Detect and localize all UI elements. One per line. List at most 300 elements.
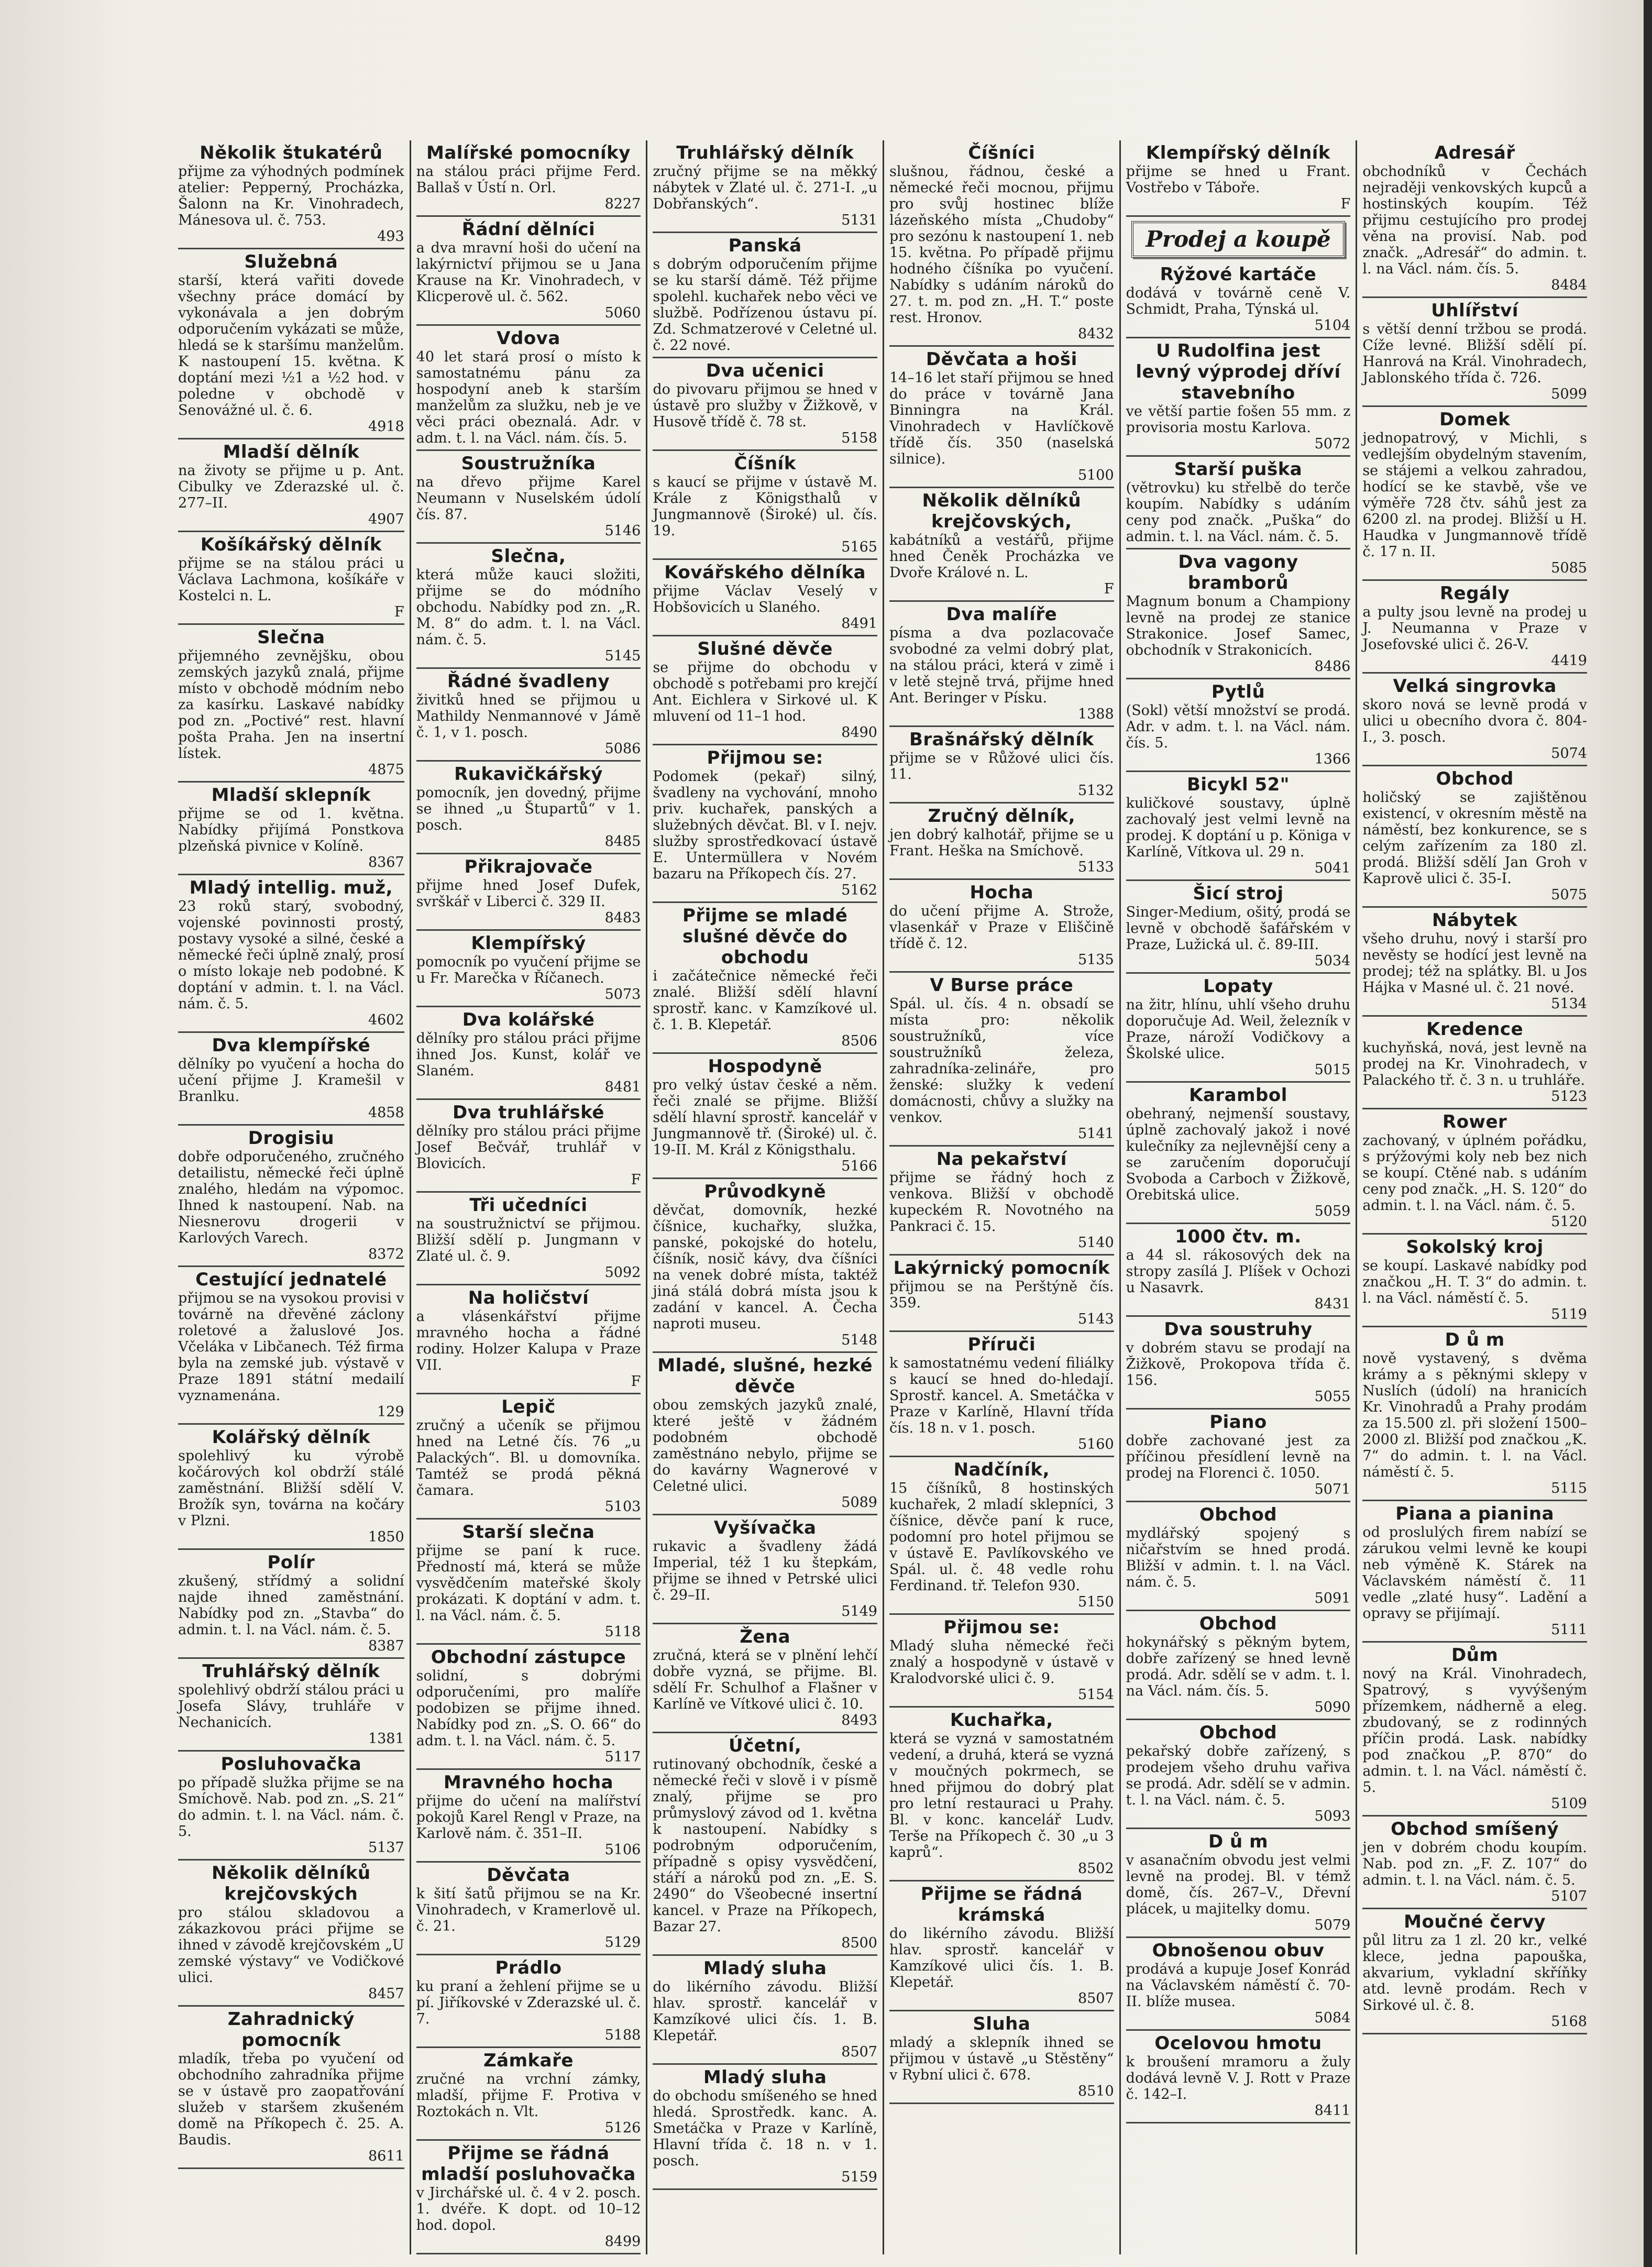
ad-title: Klempířský (471, 933, 586, 954)
ad-text: 15 číšníků, 8 hostinských kuchařek, 2 mladí sklepníci, 3 číšnice, děvče paní k ruce, podomní pro hotel přijmou se v ústavě E. Pavlíkovského ve Spál. ul. č. 48 vedle rohu Ferdinand. tř. Telefon 930. (889, 1480, 1114, 1594)
ad-number: 5104 (1314, 317, 1351, 334)
ad-title: Zručný dělník, (928, 806, 1076, 827)
ad-number: 5099 (1551, 386, 1587, 402)
classified-ad (1126, 338, 1351, 457)
classified-ad (416, 1863, 641, 1955)
ad-title: D ů m (1445, 1329, 1505, 1350)
ad-number: 5111 (1551, 1622, 1587, 1638)
ad-number: 8490 (841, 724, 877, 741)
ad-number: 5055 (1314, 1389, 1351, 1405)
ad-text: dodává v továrně ceně V. Schmidt, Praha, Týnská ul. (1126, 285, 1351, 317)
ad-number: 5150 (1077, 1594, 1114, 1610)
ad-text: starší, která vařiti dovede všechny práce domácí by vykonávala a jen dobrým odporučením vykázati se může, hledá se k staršímu manželům. K nastoupení 15. května. K doptání mezi ½1 a ½2 hod. v poledne v obchodě v Senovážné ul. č. 6. (178, 272, 404, 419)
ad-text: (Sokl) větší množství se prodá. Adr. v adm. t. l. na Václ. nám. čís. 5. (1126, 702, 1351, 751)
ad-title: Číšníci (968, 142, 1036, 163)
classified-ad (178, 1550, 404, 1659)
ad-title: Nábytek (1431, 910, 1518, 931)
classified-ad (178, 1659, 404, 1752)
classified-ad (653, 451, 877, 560)
ad-number: F (1104, 581, 1114, 597)
ad-number: 5126 (604, 2120, 641, 2136)
ad-text: prodává a kupuje Josef Konrád na Václavském náměstí č. 70-II. blíže musea. (1126, 1961, 1351, 2010)
ad-text: do likérního závodu. Bližší hlav. sprostř. kancelář v Kamzíkové ulici čís. 1. B. Klepetář. (889, 1925, 1114, 1990)
ad-title: Obchod smíšený (1391, 1819, 1559, 1840)
ad-title: Vdova (497, 328, 560, 349)
ad-text: zručný přijme se na měkký nábytek v Zlaté ul. č. 271-I. „u Dobřanských“. (653, 163, 877, 212)
ad-text: a 44 sl. rákosových dek na stropy zasílá J. Plíšek v Ochozi u Nasavrk. (1126, 1247, 1351, 1296)
ad-text: ve větší partie fošen 55 mm. z provisoria mostu Karlova. (1126, 403, 1351, 436)
classified-ad (416, 1394, 641, 1520)
ad-title: Číšník (734, 453, 796, 474)
ad-number: 8387 (368, 1638, 404, 1654)
classified-ad (1362, 1235, 1587, 1327)
ad-title: Přijmou se: (707, 747, 823, 768)
ad-number: 8411 (1314, 2103, 1351, 2119)
ad-number: 5109 (1551, 1796, 1587, 1812)
ad-text: pro velký ústav české a něm. řeči znalé se přijme. Bližší sdělí hlavní sprostř. kancelář v Jungmannově tř. (Široké) ul. č. 19-II. M. Král z Königsthalu. (653, 1077, 877, 1158)
classified-ad (178, 140, 404, 249)
ad-text: holičský se zajištěnou existencí, v okresním městě na náměstí, bez konkurence, se s celým zařízením za 180 zl. prodá. Bližší sdělí Jan Groh v Kaprově ulici č. 35-I. (1362, 789, 1587, 887)
ad-text: se přijme do obchodu v obchodě s potřebami pro krejčí Ant. Eichlera v Sirkové ul. K mluvení od 11–1 hod. (653, 659, 877, 724)
ad-title: Děvčata a hoši (926, 349, 1077, 370)
ad-text: se koupí. Laskavé nabídky pod značkou „H. T. 3“ do admin. t. l. na Václ. náměstí č. 5. (1362, 1258, 1587, 1306)
ad-number: 5134 (1551, 996, 1587, 1012)
ad-title: Starší slečna (462, 1522, 595, 1543)
ad-number: 5143 (1077, 1311, 1114, 1327)
ad-text: dělníky pro stálou práci přijme ihned Jos. Kunst, kolář ve Slaném. (416, 1030, 641, 1079)
ad-text: přijme se paní k ruce. Předností má, která se může vysvědčením mateřské školy prokázati. K doptání v adm. t. l. na Václ. nám. č. 5. (416, 1543, 641, 1624)
ad-text: rutinovaný obchodník, české a německé řeči v slově i v písmě znalý, přijme se pro průmyslový závod od 1. května k nastoupení. Nabídky s podrobným odporučením, případně s opisy vysvědčení, stáří a nároků pod zn. „E. S. 2490“ do Všeobecné insertní kancel. v Praze na Příkopech, Bazar 27. (653, 1756, 877, 1935)
ad-text: rukavic a švadleny žádá Imperial, též 1 ku štepkám, přijme se ihned v Petrské ulici č. 29–II. (653, 1538, 877, 1603)
ad-number: 4918 (368, 419, 404, 435)
ad-title: Dům (1451, 1645, 1499, 1666)
ad-title: Obchod (1199, 1504, 1277, 1525)
ad-number: 1381 (368, 1731, 404, 1747)
classified-ad (653, 1353, 877, 1515)
ad-number: 8502 (1077, 1861, 1114, 1877)
ad-text: k samostatnému vedení filiálky s kaucí se hned do-hledají. Sprostř. kancel. A. Smetáčka v Praze v Karlíně, Hlavní třída čís. 18 n. v 1. posch. (889, 1355, 1114, 1436)
ad-text: obou zemských jazyků znalé, které ještě v žádném podobném obchodě zaměstnáno nebylo, přijme se do kavárny Wagnerové v Celetné ulici. (653, 1397, 877, 1494)
ad-text: obchodníků v Čechách nejraději venkovských kupců a hostinských koupím. Též přijmu cestujícího pro prodej věna na provisí. Nab. pod značk. „Adresář“ do admin. t. l. na Václ. nám. čís. 5. (1362, 163, 1587, 277)
ad-title: Karambol (1189, 1085, 1287, 1106)
ad-text: do likérního závodu. Bližší hlav. sprostř. kancelář v Kamzíkové ulici čís. 1. B. Klepetář. (653, 1979, 877, 2044)
classified-ad (1362, 1017, 1587, 1109)
classified-ad (416, 544, 641, 669)
ad-text: obehraný, nejmenší soustavy, úplně zachovalý jakož i nové kulečníky za nejlevnější ceny a se zaručením doporučují Svoboda a Carboch v Žižkově, Orebitská ulice. (1126, 1106, 1351, 1203)
ad-text: k broušení mramoru a žuly dodává levně V. J. Rott v Praze č. 142–I. (1126, 2054, 1351, 2103)
ad-text: zručné na vrchní zámky, mladší, přijme F. Protiva v Roztokách n. Vlt. (416, 2071, 641, 2120)
ad-text: mladík, třeba po vyučení od obchodního zahradníka přijme se v ústavě pro zaopatřování služeb v staršem zkušeném domě na Příkopech č. 25. A. Baudis. (178, 2051, 404, 2148)
ad-text: mladý a sklepník ihned se přijmou v ústavě „u Stěstěny“ v Rybní ulici č. 678. (889, 2034, 1114, 2083)
ad-text: v Jirchářské ul. č. 4 v 2. posch. 1. dvéře. K dopt. od 10–12 hod. dopol. (416, 2185, 641, 2233)
ad-title: Regály (1439, 583, 1510, 604)
ad-title: Kovářského dělníka (664, 562, 866, 583)
classified-ad (1362, 1643, 1587, 1817)
ad-number: 8510 (1077, 2083, 1114, 2099)
ad-title: Piana a pianina (1395, 1503, 1555, 1524)
ad-number: 493 (377, 228, 404, 245)
ad-title: Sokolský kroj (1406, 1237, 1544, 1258)
ad-number: 1366 (1314, 751, 1351, 767)
ad-number: 4602 (368, 1012, 404, 1028)
column-4 (883, 140, 1119, 2254)
classified-ad (178, 2007, 404, 2169)
ad-number: 5131 (841, 212, 877, 228)
classified-ad (889, 1708, 1114, 1881)
classified-ad (1362, 581, 1587, 674)
ad-text: 14–16 let staří přijmou se hned do práce v továrně Jana Binningra na Král. Vinohradech v Havlíčkově třídě čís. 350 (naselská silnice). (889, 370, 1114, 467)
ad-text: na soustružnictví se přijmou. Bližší sdělí p. Jungmann v Zlaté ul. č. 9. (416, 1216, 641, 1264)
ad-text: Spál. ul. čís. 4 n. obsadí se místa pro: několik soustružníků, více soustružníků železa, zahradníka-zelináře, pro ženské: služky k vedení domácnosti, chůvy a služky na venkov. (889, 996, 1114, 1126)
ad-text: jednopatrový, v Michli, s vedlejším obydelným stavením, se stájemi a velkou zahradou, hodící se ke stavbě, vše ve výměře 728 čtv. sáhů jest za 6200 zl. na prodej. Bližší u H. Haudka v Jungmannově třídě č. 17 n. II. (1362, 430, 1587, 560)
ad-text: v asanačním obvodu jest velmi levně na prodej. Bl. v témž domě, čís. 267–V., Dřevní plácek, u majitelky domu. (1126, 1852, 1351, 1917)
classified-ad (889, 1615, 1114, 1708)
ad-title: Hospodyně (708, 1056, 822, 1077)
ad-number: 4875 (368, 762, 404, 778)
classified-ad (1126, 1224, 1351, 1317)
ad-title: Přijme se mladé slušné děvče do obchodu (682, 905, 848, 968)
ad-title: Řádné švadleny (447, 671, 610, 692)
ad-text: (větrovku) ku střelbě do terče koupím. Nabídky s udáním ceny pod značk. „Puška“ do admin. t. l. na Václ. nám. č. 5. (1126, 480, 1351, 545)
ad-title: V Burse práce (930, 975, 1074, 996)
ad-text: přijme Václav Veselý v Hobšovicích u Slaného. (653, 583, 877, 615)
ad-text: spolehlivý ku výrobě kočárových kol obdrží stálé zaměstnání. Bližší sdělí V. Brožík syn, továrna na kočáry v Plzni. (178, 1448, 404, 1529)
ad-number: 5168 (1551, 2013, 1587, 2030)
ad-text: zachovaný, v úplném pořádku, s prýžovými koly neb bez nich se koupí. Ctěné nab. s udáním ceny pod značk. „H. S. 120“ do admin. t. l. na Václ. nám. č. 5. (1362, 1132, 1587, 1214)
ad-number: 5093 (1314, 1808, 1351, 1824)
ad-text: pekařský dobře zařízený, s prodejem všeho druhu vařiva se prodá. Adr. sdělí se v admin. t. l. na Václ. nám. č. 5. (1126, 1743, 1351, 1808)
ad-text: Singer-Medium, ošitý, prodá se levně v obchodě šafářském v Praze, Lužická ul. č. 89-III. (1126, 904, 1351, 953)
ad-title: Kuchařka, (950, 1710, 1053, 1731)
classified-ad (653, 636, 877, 745)
ad-number: 5034 (1314, 953, 1351, 969)
ad-title: Dva klempířské (212, 1035, 371, 1056)
ad-title: Dva vagony bramborů (1178, 552, 1298, 593)
ad-title: Polír (267, 1552, 315, 1573)
ad-title: Brašnářský dělník (909, 729, 1094, 750)
ad-text: jen v dobrém chodu koupím. Nab. pod zn. „F. Z. 107“ do admin. t. l. na Václ. nám. č. 5. (1362, 1840, 1587, 1888)
classified-ad (1362, 1327, 1587, 1501)
classified-ad (1126, 457, 1351, 549)
ad-title: Řádní dělníci (461, 219, 596, 240)
ad-text: 23 roků starý, svobodný, vojenské povinnosti prostý, postavy vysoké a silné, české a německé řeči úplně znalý, prosí o místo lokaje neb podobné. K doptání v admin. t. l. na Václ. nám. č. 5. (178, 898, 404, 1012)
classified-ad (653, 745, 877, 903)
classified-ad (416, 2141, 641, 2254)
classified-ad (416, 140, 641, 217)
ad-number: 5092 (604, 1264, 641, 1281)
ad-title: Rukavičkářský (454, 764, 603, 785)
ad-text: na životy se přijme u p. Ant. Cibulky ve Zderazské ul. č. 277–II. (178, 463, 404, 511)
classified-ad (416, 1955, 641, 2048)
ad-number: 5072 (1314, 436, 1351, 452)
ad-number: 5015 (1314, 1062, 1351, 1078)
ad-title: Příruči (967, 1334, 1036, 1355)
ad-number: 5166 (841, 1158, 877, 1174)
ad-text: zručný a učeník se přijmou hned na Letné čís. 76 „u Palackých“. Bl. u domovníka. Tamtéž se prodá pěkná čamara. (416, 1417, 641, 1499)
ad-text: slušnou, řádnou, české a německé řeči mocnou, přijmu pro svůj hostinec blíže lázeňského místa „Chudoby“ pro sezónu k nastoupení 1. neb 15. května. Po případě přijmu hodného číšníka po vyučení. Nabídky s udáním nároků do 27. t. m. pod zn. „H. T.“ poste rest. Hronov. (889, 163, 1114, 326)
ad-number: 5133 (1077, 859, 1114, 875)
ad-title: Dva učenici (706, 360, 824, 381)
ad-title: 1000 čtv. m. (1175, 1226, 1302, 1247)
ad-text: přijme se od 1. května. Nabídky přijímá Ponstkova plzeňská pivnice v Kolíně. (178, 806, 404, 854)
ad-text: zručná, která se v plnění lehčí dobře vyzná, se přijme. Bl. sdělí Fr. Schulhof a Flašner v Karlíně ve Vítkové ulici č. 10. (653, 1647, 877, 1712)
ad-number: 8491 (841, 615, 877, 632)
ad-text: kuličkové soustavy, úplně zachovalý jest velmi levně na prodej. K doptání u p. Königa v Karlíně, Vítkova ul. 29 n. (1126, 795, 1351, 860)
classified-ad (1362, 1501, 1587, 1643)
classified-ad (653, 1179, 877, 1353)
column-6 (1356, 140, 1592, 2254)
ad-title: Moučné červy (1404, 1911, 1546, 1932)
ad-title: Panská (728, 235, 802, 256)
ad-number: 5059 (1314, 1203, 1351, 1219)
ad-number: 5060 (604, 305, 641, 321)
ad-number: 1388 (1077, 706, 1114, 722)
ad-title: Mladé, slušné, hezké děvče (657, 1355, 873, 1397)
classified-ad (416, 1007, 641, 1100)
classified-ad (416, 451, 641, 544)
ad-title: Malířské pomocníky (426, 142, 631, 163)
classified-ad (1126, 1083, 1351, 1224)
ad-title: Několik dělníků krejčovských (212, 1863, 371, 1905)
ad-text: přijme hned Josef Dufek, svrškář v Liberci č. 329 II. (416, 877, 641, 910)
ad-number: 5085 (1551, 560, 1587, 576)
ad-title: Mravného hocha (443, 1772, 614, 1793)
ad-title: Přijme se řádná krámská (920, 1884, 1083, 1925)
classified-ad (1362, 140, 1587, 298)
ad-number: F (631, 1373, 641, 1390)
ad-title: Průvodkyně (704, 1181, 827, 1202)
classified-ad (1126, 1502, 1351, 1611)
ad-title: Posluhovačka (221, 1754, 362, 1775)
classified-ad (416, 854, 641, 931)
classified-ad (889, 973, 1114, 1147)
ad-title: Účetní, (728, 1735, 802, 1756)
classified-ad (1362, 298, 1587, 407)
ad-title: Lakýrnický pomocník (893, 1258, 1110, 1279)
ad-title: Mladý intellig. muž, (189, 877, 393, 898)
ad-title: Cestující jednatelé (195, 1269, 387, 1290)
ad-text: přijemného zevnějšku, obou zemských jazyků znalá, přijme místo v obchodě módním nebo za kasírku. Laskavé nabídky pod zn. „Poctivé“ rest. hlavní pošta Praha. Jen na insertní lístek. (178, 648, 404, 762)
ad-title: Šicí stroj (1193, 883, 1284, 904)
ad-number: 5159 (841, 2169, 877, 2185)
classified-ad (889, 727, 1114, 804)
ad-number: 8507 (1077, 1990, 1114, 2007)
ad-text: nový na Král. Vinohradech, Spatrový, s vyvýšeným přízemkem, nádherně a eleg. zbudovaný, se z rodinných příčin prodá. Lask. nabídky pod značkou „P. 870“ do admin. t. l. na Václ. náměstí č. 5. (1362, 1666, 1587, 1796)
ad-text: Podomek (pekař) silný, švadleny na vychování, mnoho priv. kuchařek, panských a služebných děvčat. Bl. v I. nejv. služby sprostředkovací ústavě E. Untermüllera v Novém bazaru na Příkopech čís. 27. (653, 768, 877, 882)
classified-ad (1126, 1938, 1351, 2031)
ad-number: 5129 (604, 1934, 641, 1951)
ad-title: Rower (1442, 1112, 1507, 1132)
ad-title: Velká singrovka (1393, 676, 1557, 697)
classified-ad (416, 931, 641, 1007)
classified-ad (653, 903, 877, 1054)
ad-number: 8506 (841, 1033, 877, 1049)
ad-text: jen dobrý kalhotář, přijme se u Frant. Heška na Smíchově. (889, 827, 1114, 859)
ad-text: s větší denní tržbou se prodá. Cíže levné. Bližší sdělí pí. Hanrová na Král. Vinohradech, Jablonského třída č. 726. (1362, 321, 1587, 386)
classified-ad (889, 1332, 1114, 1457)
ad-text: půl litru za 1 zl. 20 kr., velké klece, jedna papouška, akvarium, vykladní skříňky atd. levně prodám. Rech v Sirkové ul. č. 8. (1362, 1932, 1587, 2013)
ad-number: 5141 (1077, 1126, 1114, 1142)
ad-text: dělníky pro stálou práci přijme Josef Bečvář, truhlář v Blovicích. (416, 1123, 641, 1172)
ad-number: 5089 (841, 1494, 877, 1511)
classified-ad (889, 1147, 1114, 1256)
ad-text: všeho druhu, nový i starší pro nevěsty se hodící jest levně na prodej; též na splátky. Bl. u Jos Hájka v Masné ul. č. 21 nové. (1362, 931, 1587, 996)
ad-title: Obchod (1199, 1613, 1277, 1634)
ad-number: 8500 (841, 1935, 877, 1951)
ad-title: Obchod (1436, 768, 1514, 789)
ad-number: 5074 (1551, 745, 1587, 762)
classified-ad (178, 1033, 404, 1126)
ad-number: 8432 (1077, 326, 1114, 342)
ad-text: přijme do učení na malířství pokojů Karel Rengl v Praze, na Karlově nám. č. 351–II. (416, 1793, 641, 1842)
ad-number: 5086 (604, 741, 641, 757)
ad-number: 1850 (368, 1529, 404, 1545)
classified-ad (1126, 881, 1351, 974)
ad-title: Mladý sluha (703, 2067, 827, 2088)
classified-ad (889, 488, 1114, 602)
ad-number: 5091 (1314, 1590, 1351, 1606)
ad-text: na dřevo přijme Karel Neumann v Nuselském údolí čís. 87. (416, 474, 641, 523)
ad-title: Truhlářský dělník (676, 142, 854, 163)
classified-ad (416, 1100, 641, 1193)
ad-title: Dva malíře (946, 604, 1058, 625)
ad-text: skoro nová se levně prodá v ulici u obecního dvora č. 804-I., 3. posch. (1362, 697, 1587, 745)
ad-text: s dobrým odporučením přijme se ku starší dámě. Též přijme spolehl. kuchařek nebo věci ve službě. Podřízenou ústavu pí. Zd. Schmatzerové v Celetné ul. č. 22 nové. (653, 256, 877, 354)
ad-number: 5107 (1551, 1888, 1587, 1905)
ad-number: 5145 (604, 648, 641, 664)
classified-ad (1126, 679, 1351, 772)
ad-title: U Rudolfina jest levný výprodej dříví stavebního (1136, 340, 1341, 403)
classified-ad (1362, 766, 1587, 908)
classified-ad (178, 625, 404, 783)
ad-title: Tři učedníci (469, 1195, 588, 1216)
ad-number: 4858 (368, 1105, 404, 1121)
ad-text: nově vystavený, s dvěma krámy a s pěknými sklepy v Nuslích (údolí) na hranicích Kr. Vinohradů a Prahy prodám za 15.500 zl. při složení 1500–2000 zl. Bližší pod značkou „K. 7“ do admin. t. l. na Václ. náměstí č. 5. (1362, 1350, 1587, 1480)
ad-title: D ů m (1208, 1831, 1268, 1852)
ad-title: Prádlo (495, 1957, 562, 1978)
ad-text: ku praní a žehlení přijme se u pí. Jiříkovské v Zderazské ul. č. 7. (416, 1978, 641, 2027)
ad-text: přijme za výhodných podmínek atelier: Pepperný, Procházka, Šalonn na Kr. Vinohradech, Mánesova ul. č. 753. (178, 163, 404, 228)
ad-number: 5146 (604, 523, 641, 539)
ad-text: od proslulých firem nabízí se zárukou velmi levně ke koupi neb výměně K. Stárek na Václavském náměstí č. 11 vedle „zlaté husy“. Ladění a opravy se přijímají. (1362, 1524, 1587, 1622)
ad-number: 8493 (841, 1712, 877, 1729)
classified-ad (416, 1770, 641, 1863)
ad-title: Zámkaře (483, 2050, 574, 2071)
ad-text: přijme se v Růžové ulici čís. 11. (889, 750, 1114, 783)
classified-ad (178, 1425, 404, 1550)
ad-text: která se vyzná v samostatném vedení, a druhá, která se vyzná v moučných pokrmech, se hned přijmou do dobrý plat pro letní restauraci u Prahy. Bl. v konc. kancelář Ludv. Terše na Příkopech č. 30 „u 3 kaprů“. (889, 1731, 1114, 1861)
ad-title: Mladší dělník (223, 442, 360, 463)
classified-ad (1126, 1317, 1351, 1410)
ad-title: Na holičství (468, 1287, 589, 1308)
ad-title: Obchodní zástupce (431, 1647, 626, 1668)
classified-ad (1126, 1829, 1351, 1938)
ad-title: Lopaty (1203, 976, 1273, 997)
ad-text: s kaucí se přijme v ústavě M. Krále z Königsthalů v Jungmannově (Široké) ul. čís. 19. (653, 474, 877, 539)
classified-ad (889, 140, 1114, 347)
ad-number: 5090 (1314, 1699, 1351, 1715)
classified-ad (1126, 262, 1351, 338)
ad-text: zkušený, střídmý a solidní najde ihned zaměstnání. Nabídky pod zn. „Stavba“ do admin. t. l. na Václ. nám. č. 5. (178, 1573, 404, 1638)
ad-title: Přikrajovače (464, 856, 593, 877)
classified-ad (178, 1752, 404, 1861)
classified-ad (653, 358, 877, 451)
classified-ad (1126, 549, 1351, 679)
ad-text: dělníky po vyučení a hocha do učení přijme J. Kramešil v Branlku. (178, 1056, 404, 1105)
ad-number: F (631, 1172, 641, 1188)
ad-number: 5132 (1077, 783, 1114, 799)
classified-ad (889, 1457, 1114, 1615)
ad-text: přijme se řádný hoch z venkova. Bližší v obchodě kupeckém R. Novotného na Pankraci č. 15. (889, 1170, 1114, 1235)
ad-number: 8485 (604, 833, 641, 850)
classified-ad (178, 1267, 404, 1425)
ad-text: přijmou se na vysokou provisi v továrně na dřevěné záclony roletové a žaluslové Jos. Včeláka v Libčanech. Též firma byla na zemské jub. výstavě v Praze 1891 státní medailí vyznamenána. (178, 1290, 404, 1404)
ad-text: spolehlivý obdrží stálou práci u Josefa Slávy, truhláře v Nechanicích. (178, 1682, 404, 1731)
ad-title: Kolářský dělník (212, 1427, 370, 1448)
ad-text: i začátečnice německé řeči znalé. Bližší sdělí hlavní sprostř. kanc. v Kamzíkové ul. č. 1. B. Klepetář. (653, 968, 877, 1033)
ad-number: 129 (377, 1404, 404, 1420)
ad-title: Starší puška (1174, 459, 1303, 480)
classified-ad (889, 2011, 1114, 2104)
ad-number: 5106 (604, 1842, 641, 1858)
ad-text: do učení přijme A. Strože, vlasenkář v Praze v Eliščině třídě č. 12. (889, 903, 1114, 952)
ad-number: 8611 (368, 2148, 404, 2164)
ad-number: F (1340, 196, 1351, 212)
ad-number: 5118 (604, 1624, 641, 1640)
classified-ad (178, 532, 404, 625)
ad-number: 5073 (604, 986, 641, 1003)
ad-title: Rýžové kartáče (1160, 264, 1317, 285)
ad-text: živitků hned se přijmou u Mathildy Nenmannové v Jámě č. 1, v 1. posch. (416, 692, 641, 741)
ad-text: písma a dva pozlacovače svobodné za velmi dobrý plat, na stálou práci, která v zimě i v letě stejně trvá, přijme hned Ant. Beringer v Písku. (889, 625, 1114, 706)
ad-text: v dobrém stavu se prodají na Žižkově, Prokopova třída č. 156. (1126, 1340, 1351, 1389)
ad-title: Mladý sluha (703, 1958, 827, 1979)
ad-number: 8484 (1551, 277, 1587, 293)
ad-text: po případě služka přijme se na Smíchově. Nab. pod zn. „S. 21“ do admin. t. l. na Václ. nám. č. 5. (178, 1775, 404, 1840)
ad-text: dobře zachované jest za příčinou přesídlení levně na prodej na Florenci č. 1050. (1126, 1433, 1351, 1481)
ad-title: Ocelovou hmotu (1154, 2033, 1322, 2054)
classified-ad (653, 1733, 877, 1956)
classified-ad (1126, 974, 1351, 1083)
ad-number: 5100 (1077, 467, 1114, 483)
classified-ad (653, 1956, 877, 2065)
ad-number: 8481 (604, 1079, 641, 1095)
ad-number: 5135 (1077, 952, 1114, 968)
ad-number: 5158 (841, 430, 877, 446)
classified-ad (1126, 1611, 1351, 1720)
ad-number: 8507 (841, 2044, 877, 2060)
ad-title: Zahradnický pomocník (227, 2009, 355, 2051)
classified-ad (653, 233, 877, 358)
ad-title: Slečna, (491, 546, 566, 567)
classified-ad (889, 804, 1114, 880)
ad-title: Pytlů (1211, 681, 1265, 702)
ad-number: F (394, 604, 404, 620)
classified-ad (653, 140, 877, 233)
ad-title: Uhlířství (1431, 300, 1518, 321)
ad-number: 5079 (1314, 1917, 1351, 1933)
ad-text: pomocník po vyučení přijme se u Fr. Marečka v Říčanech. (416, 954, 641, 986)
ad-text: dobře odporučeného, zručného detailistu, německé řeči úplně znalého, hledám na výpomoc. Ihned k nastoupení. Nab. na Niesnerovu drogerii v Karlových Varech. (178, 1149, 404, 1246)
classified-ad (1362, 674, 1587, 766)
ad-text: která může kauci složiti, přijme se do módního obchodu. Nabídky pod zn. „R. M. 8“ do adm. t. l. na Václ. nám. č. 5. (416, 567, 641, 648)
ad-title: Domek (1439, 409, 1511, 430)
ad-number: 8372 (368, 1246, 404, 1262)
ad-text: a vlásenkářství přijme mravného hocha a řádné rodiny. Holzer Kalupa v Praze VII. (416, 1308, 641, 1373)
ad-number: 8367 (368, 854, 404, 871)
classified-ad (416, 1520, 641, 1645)
ad-title: Piano (1209, 1412, 1267, 1433)
